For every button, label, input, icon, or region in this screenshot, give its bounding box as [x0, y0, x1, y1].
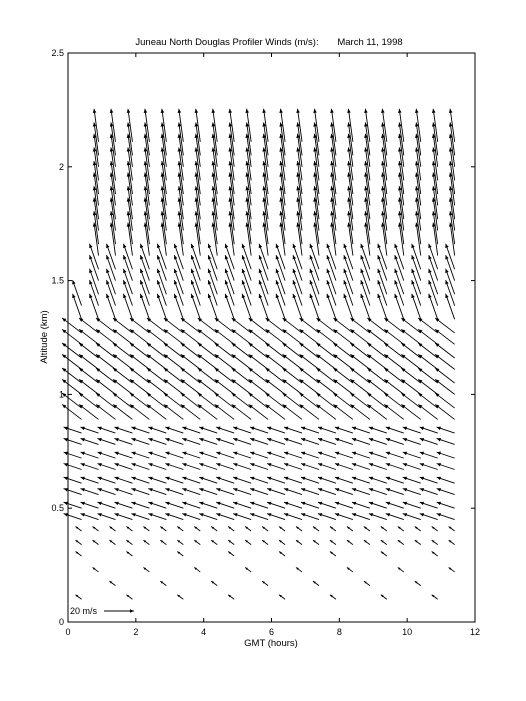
x-tick-label: 4 — [201, 627, 207, 637]
y-tick-label: 0 — [58, 617, 64, 627]
y-tick-label: 2.5 — [51, 48, 64, 58]
x-tick-label: 12 — [469, 627, 481, 637]
x-tick-label: 6 — [268, 627, 275, 637]
chart-title: Juneau North Douglas Profiler Winds (m/s): — [135, 37, 319, 48]
y-tick-label: 0.5 — [51, 503, 64, 514]
scale-label: 20 m/s — [70, 606, 98, 616]
y-tick-label: 1.5 — [51, 275, 64, 286]
y-tick-label: 1 — [58, 389, 64, 400]
x-axis-label: GMT (hours) — [244, 638, 298, 649]
x-tick-label: 8 — [336, 627, 342, 637]
chart-date: March 11, 1998 — [337, 37, 403, 48]
x-tick-label: 10 — [402, 627, 413, 637]
x-tick-label: 2 — [133, 627, 139, 637]
y-tick-label: 2 — [58, 161, 64, 172]
x-tick-label: 0 — [65, 627, 71, 637]
y-axis-label: Altitude (km) — [39, 310, 50, 364]
